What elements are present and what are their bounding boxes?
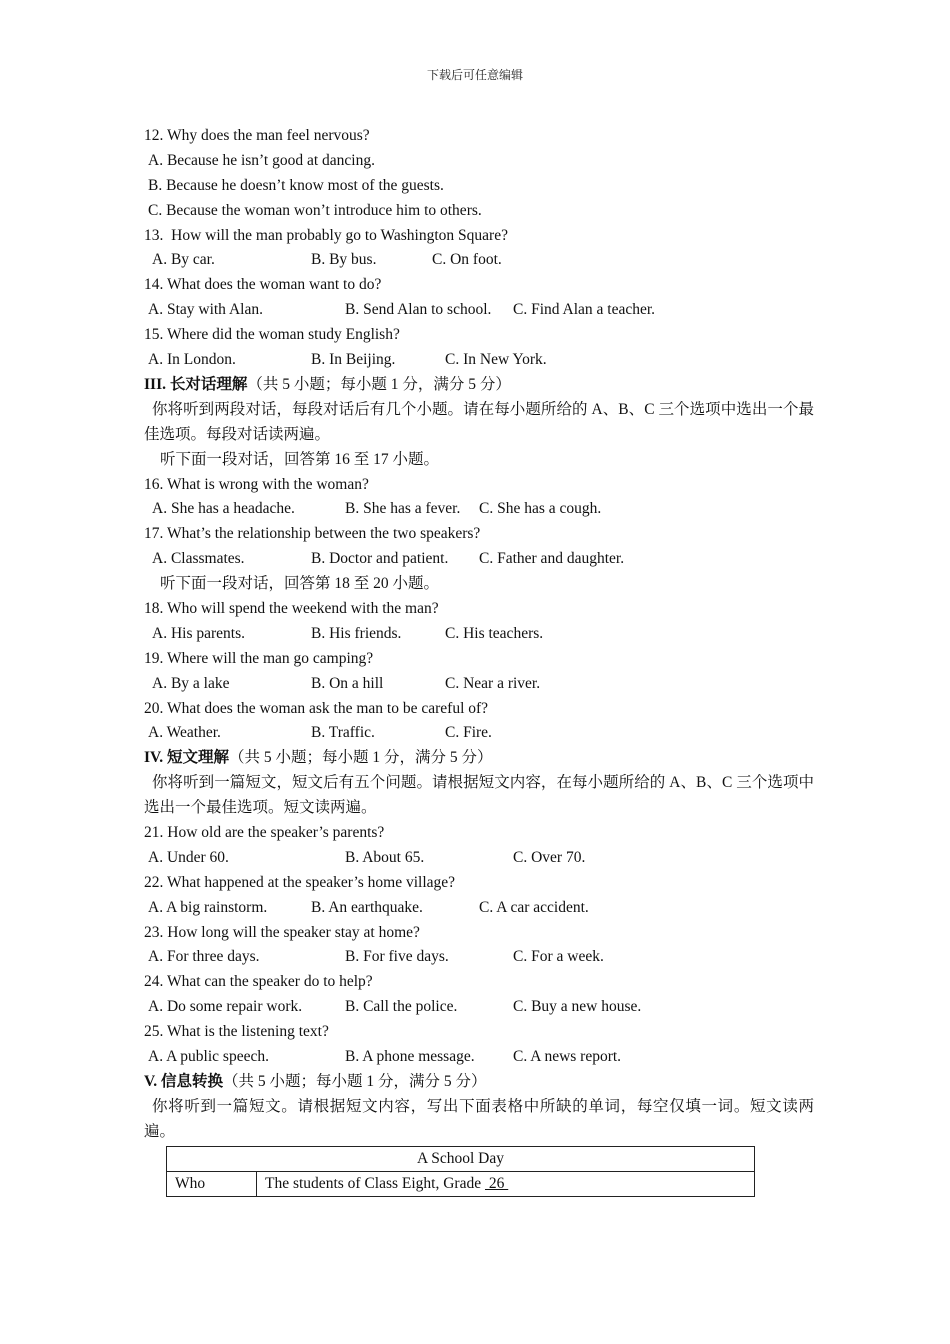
q23-option-a: A. For three days. (148, 948, 260, 966)
section-4-heading (144, 746, 814, 771)
section-5-title: V. 信息转换 (144, 1072, 223, 1090)
question-25: 25. What is the listening text? (144, 1023, 329, 1041)
section-3-heading (144, 373, 814, 398)
q14-option-a: A. Stay with Alan. (148, 301, 263, 319)
q24-option-a: A. Do some repair work. (148, 998, 303, 1016)
page-header: 下载后可任意编辑 (426, 68, 523, 82)
q13-option-c: C. On foot. (432, 251, 502, 269)
section-3-info: （共 5 小题；每小题 1 分，满分 5 分） (247, 375, 511, 393)
q24-option-c: C. Buy a new house. (513, 998, 642, 1016)
table-row-cell (257, 1172, 755, 1197)
q16-options (144, 497, 814, 522)
question-17: 17. What’s the relationship between the two speakers? (144, 525, 481, 543)
q20-option-a: A. Weather. (148, 724, 221, 742)
table-row (167, 1172, 755, 1197)
table-row-label: Who (167, 1172, 257, 1197)
q16-option-c: C. She has a cough. (479, 500, 602, 518)
q22-options (144, 896, 814, 921)
q14-option-b: B. Send Alan to school. (345, 301, 492, 319)
section-3-sub-2: 听下面一段对话，回答第 18 至 20 小题。 (160, 575, 440, 593)
section-5-instruction: 你将听到一篇短文。请根据短文内容，写出下面表格中所缺的单词，每空仅填一词。短文读两遍。 (144, 1097, 814, 1140)
blank-26: 26 (484, 1175, 509, 1192)
section-5-info: （共 5 小题；每小题 1 分，满分 5 分） (222, 1072, 487, 1090)
q20-options (144, 721, 814, 746)
q24-option-b: B. Call the police. (345, 998, 458, 1016)
q22-option-b: B. An earthquake. (311, 898, 423, 916)
q17-options (144, 547, 814, 572)
q19-option-b: B. On a hill (311, 674, 384, 692)
q23-options (144, 945, 814, 970)
table-row-text: The students of Class Eight, Grade (265, 1175, 485, 1192)
q13-options (144, 248, 814, 273)
q19-option-c: C. Near a river. (445, 674, 541, 692)
section-3-instruction: 你将听到两段对话，每段对话后有几个小题。请在每小题所给的 A、B、C 三个选项中选出一个最佳选项。每段对话读两遍。 (144, 400, 814, 443)
q23-option-b: B. For five days. (345, 948, 449, 966)
q18-options (144, 622, 814, 647)
table-title: A School Day (167, 1147, 755, 1172)
exam-content (144, 124, 814, 1145)
q15-option-b: B. In Beijing. (311, 351, 396, 369)
question-12: 12. Why does the man feel nervous? (144, 127, 370, 144)
q18-option-c: C. His teachers. (445, 624, 544, 642)
q15-options (144, 348, 814, 373)
question-18: 18. Who will spend the weekend with the man? (144, 599, 439, 617)
q15-option-c: C. In New York. (445, 351, 547, 369)
q16-option-b: B. She has a fever. (345, 500, 461, 518)
q16-option-a: A. She has a headache. (152, 500, 295, 518)
q17-option-b: B. Doctor and patient. (311, 550, 449, 568)
table-title-row (167, 1147, 755, 1172)
q17-option-a: A. Classmates. (152, 550, 245, 568)
q17-option-c: C. Father and daughter. (479, 550, 625, 568)
q20-option-b: B. Traffic. (311, 724, 375, 742)
section-5-heading (144, 1070, 814, 1095)
q12-option-b: B. Because he doesn’t know most of the guests. (148, 176, 444, 194)
question-23: 23. How long will the speaker stay at home? (144, 923, 420, 941)
q12-option-c: C. Because the woman won’t introduce him to others. (148, 201, 482, 219)
question-19: 19. Where will the man go camping? (144, 649, 374, 667)
section-3-title: III. 长对话理解 (144, 375, 248, 393)
q13-option-b: B. By bus. (311, 251, 377, 269)
question-20: 20. What does the woman ask the man to be careful of? (144, 699, 489, 717)
question-22: 22. What happened at the speaker’s home village? (144, 873, 456, 891)
section-4-instruction: 你将听到一篇短文，短文后有五个问题。请根据短文内容，在每小题所给的 A、B、C 三个选项中选出一个最佳选项。短文读两遍。 (144, 774, 814, 817)
q21-option-c: C. Over 70. (513, 848, 586, 866)
question-15: 15. Where did the woman study English? (144, 326, 400, 344)
q25-option-b: B. A phone message. (345, 1048, 475, 1066)
question-16: 16. What is wrong with the woman? (144, 475, 369, 493)
q14-option-c: C. Find Alan a teacher. (513, 301, 656, 319)
question-24: 24. What can the speaker do to help? (144, 973, 373, 991)
q18-option-a: A. His parents. (152, 624, 245, 642)
q21-options (144, 846, 814, 871)
q12-option-a: A. Because he isn’t good at dancing. (148, 151, 375, 169)
q23-option-c: C. For a week. (513, 948, 604, 966)
q24-options (144, 995, 814, 1020)
q21-option-b: B. About 65. (345, 848, 425, 866)
question-13: 13. How will the man probably go to Washington Square? (144, 226, 508, 244)
q18-option-b: B. His friends. (311, 624, 402, 642)
q19-options (144, 672, 814, 697)
section-4-title: IV. 短文理解 (144, 749, 229, 767)
section-3-sub-1: 听下面一段对话，回答第 16 至 17 小题。 (160, 450, 440, 468)
q15-option-a: A. In London. (148, 351, 236, 369)
q20-option-c: C. Fire. (445, 724, 492, 742)
q25-options (144, 1045, 814, 1070)
q19-option-a: A. By a lake (152, 674, 230, 692)
q25-option-c: C. A news report. (513, 1048, 622, 1066)
q22-option-c: C. A car accident. (479, 898, 589, 916)
question-14: 14. What does the woman want to do? (144, 276, 382, 294)
info-table (166, 1146, 755, 1197)
q25-option-a: A. A public speech. (148, 1048, 269, 1066)
q22-option-a: A. A big rainstorm. (148, 898, 268, 916)
q14-options (144, 298, 814, 323)
question-21: 21. How old are the speaker’s parents? (144, 824, 385, 841)
q13-option-a: A. By car. (152, 251, 215, 269)
section-4-info: （共 5 小题；每小题 1 分，满分 5 分） (228, 749, 493, 767)
q21-option-a: A. Under 60. (148, 848, 229, 866)
